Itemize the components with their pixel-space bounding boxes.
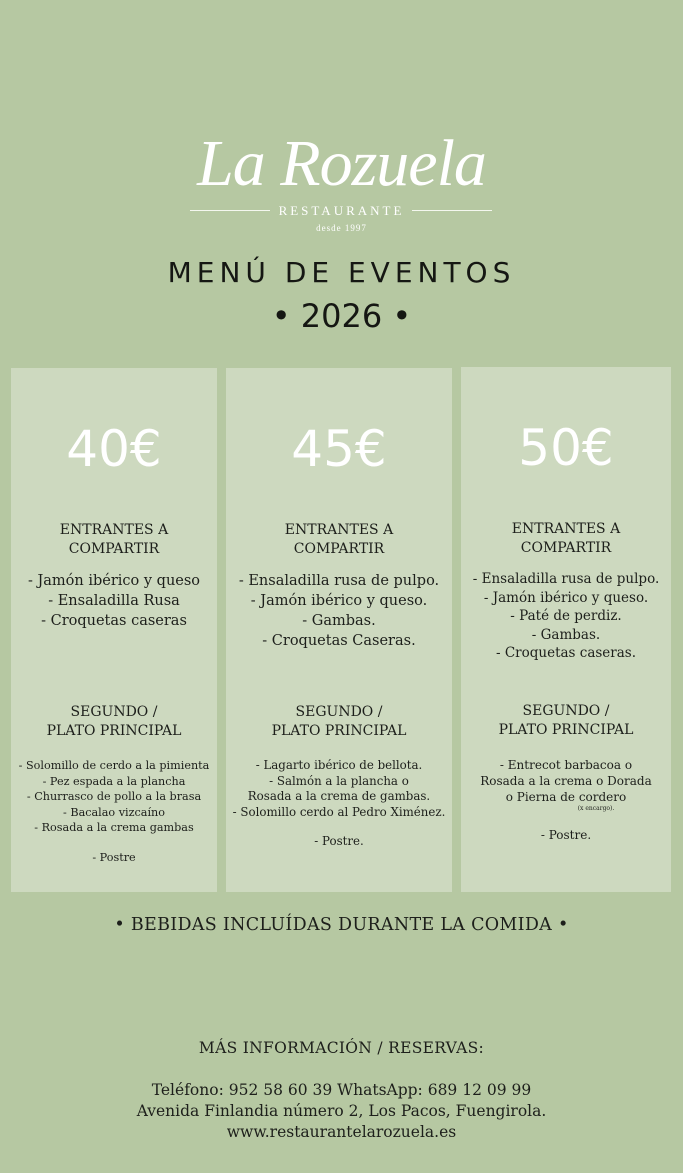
list-item: - Churrasco de pollo a la brasa: [26, 790, 202, 803]
main-title-line: PLATO PRINCIPAL: [498, 722, 634, 738]
starters-title: [11, 521, 217, 559]
list-item: - Solomillo de cerdo a la pimienta: [18, 759, 210, 772]
list-item: Rosada a la crema o Dorada: [480, 774, 652, 788]
list-item: - Jamón ibérico y queso.: [250, 593, 428, 609]
main-course-title: [11, 703, 217, 741]
list-item: - Ensaladilla Rusa: [48, 593, 180, 609]
logo: [0, 127, 683, 233]
list-item: - Solomillo cerdo al Pedro Ximénez.: [232, 804, 446, 819]
starters-title-line: COMPARTIR: [68, 541, 160, 557]
list-item: - Bacalao vizcaíno: [63, 805, 165, 819]
starters-title-line: COMPARTIR: [293, 541, 385, 557]
contact-block: [0, 1080, 683, 1143]
menu-card-50: [461, 367, 671, 892]
list-item: o Pierna de cordero: [505, 790, 627, 804]
price: 50€: [518, 419, 614, 477]
starters-title: [461, 520, 671, 558]
starters-title: [226, 521, 452, 559]
main-title-line: SEGUNDO /: [295, 704, 383, 720]
main-course-title: [461, 702, 671, 740]
address: Avenida Finlandia número 2, Los Pacos, Fuengirola.: [136, 1102, 547, 1120]
list-item: - Ensaladilla rusa de pulpo.: [238, 573, 440, 589]
logo-since: desde 1997: [316, 223, 367, 233]
list-item: - Ensaladilla rusa de pulpo.: [472, 571, 660, 587]
logo-name: La Rozuela: [197, 127, 486, 200]
dessert: - Postre.: [540, 828, 592, 842]
main-title-line: SEGUNDO /: [522, 703, 610, 719]
logo-subtitle: RESTAURANTE: [278, 203, 405, 218]
list-item: - Gambas.: [302, 613, 376, 629]
starters-title-line: ENTRANTES A: [284, 522, 394, 538]
drinks-included-note: • BEBIDAS INCLUÍDAS DURANTE LA COMIDA •: [114, 915, 569, 935]
starters-title-line: COMPARTIR: [520, 540, 612, 556]
mains-list: [226, 758, 452, 850]
main-title-line: PLATO PRINCIPAL: [271, 723, 407, 739]
list-item: - Paté de perdiz.: [510, 608, 622, 624]
phone-line: Teléfono: 952 58 60 39 WhatsApp: 689 12 09 99: [151, 1081, 532, 1099]
list-item: - Pez espada a la plancha: [42, 774, 186, 788]
starters-list: [461, 570, 671, 663]
mains-list: [461, 757, 671, 843]
starters-title-line: ENTRANTES A: [511, 521, 621, 537]
price: 45€: [291, 420, 387, 478]
list-item: - Lagarto ibérico de bellota.: [255, 758, 423, 772]
main-title-line: PLATO PRINCIPAL: [46, 723, 182, 739]
menu-year: • 2026 •: [271, 297, 412, 335]
website-link[interactable]: www.restaurantelarozuela.es: [226, 1123, 457, 1141]
page-title: MENÚ DE EVENTOS: [167, 256, 516, 289]
list-item: - Entrecot barbacoa o: [499, 758, 633, 772]
list-item: - Gambas.: [531, 626, 601, 643]
list-item: - Croquetas caseras: [41, 613, 187, 629]
list-item: - Rosada a la crema gambas: [34, 821, 194, 834]
list-item: - Salmón a la plancha o: [269, 773, 409, 788]
menu-card-40: [11, 368, 217, 892]
starters-list: [226, 571, 452, 651]
menu-card-45: [226, 368, 452, 892]
price: 40€: [66, 420, 162, 478]
list-item: - Jamón ibérico y queso.: [483, 589, 649, 606]
list-item: - Jamón ibérico y queso: [27, 573, 201, 589]
list-item: - Croquetas Caseras.: [262, 633, 416, 649]
dessert: - Postre.: [314, 834, 364, 848]
starters-list: [11, 571, 217, 631]
main-course-title: [226, 703, 452, 741]
dessert: - Postre: [92, 850, 136, 864]
order-note: (x encargo).: [577, 805, 615, 812]
list-item: Rosada a la crema de gambas.: [247, 789, 431, 803]
main-title-line: SEGUNDO /: [70, 704, 158, 720]
info-title: MÁS INFORMACIÓN / RESERVAS:: [198, 1039, 485, 1057]
starters-title-line: ENTRANTES A: [59, 522, 169, 538]
list-item: - Croquetas caseras.: [495, 645, 637, 661]
mains-list: [11, 758, 217, 865]
